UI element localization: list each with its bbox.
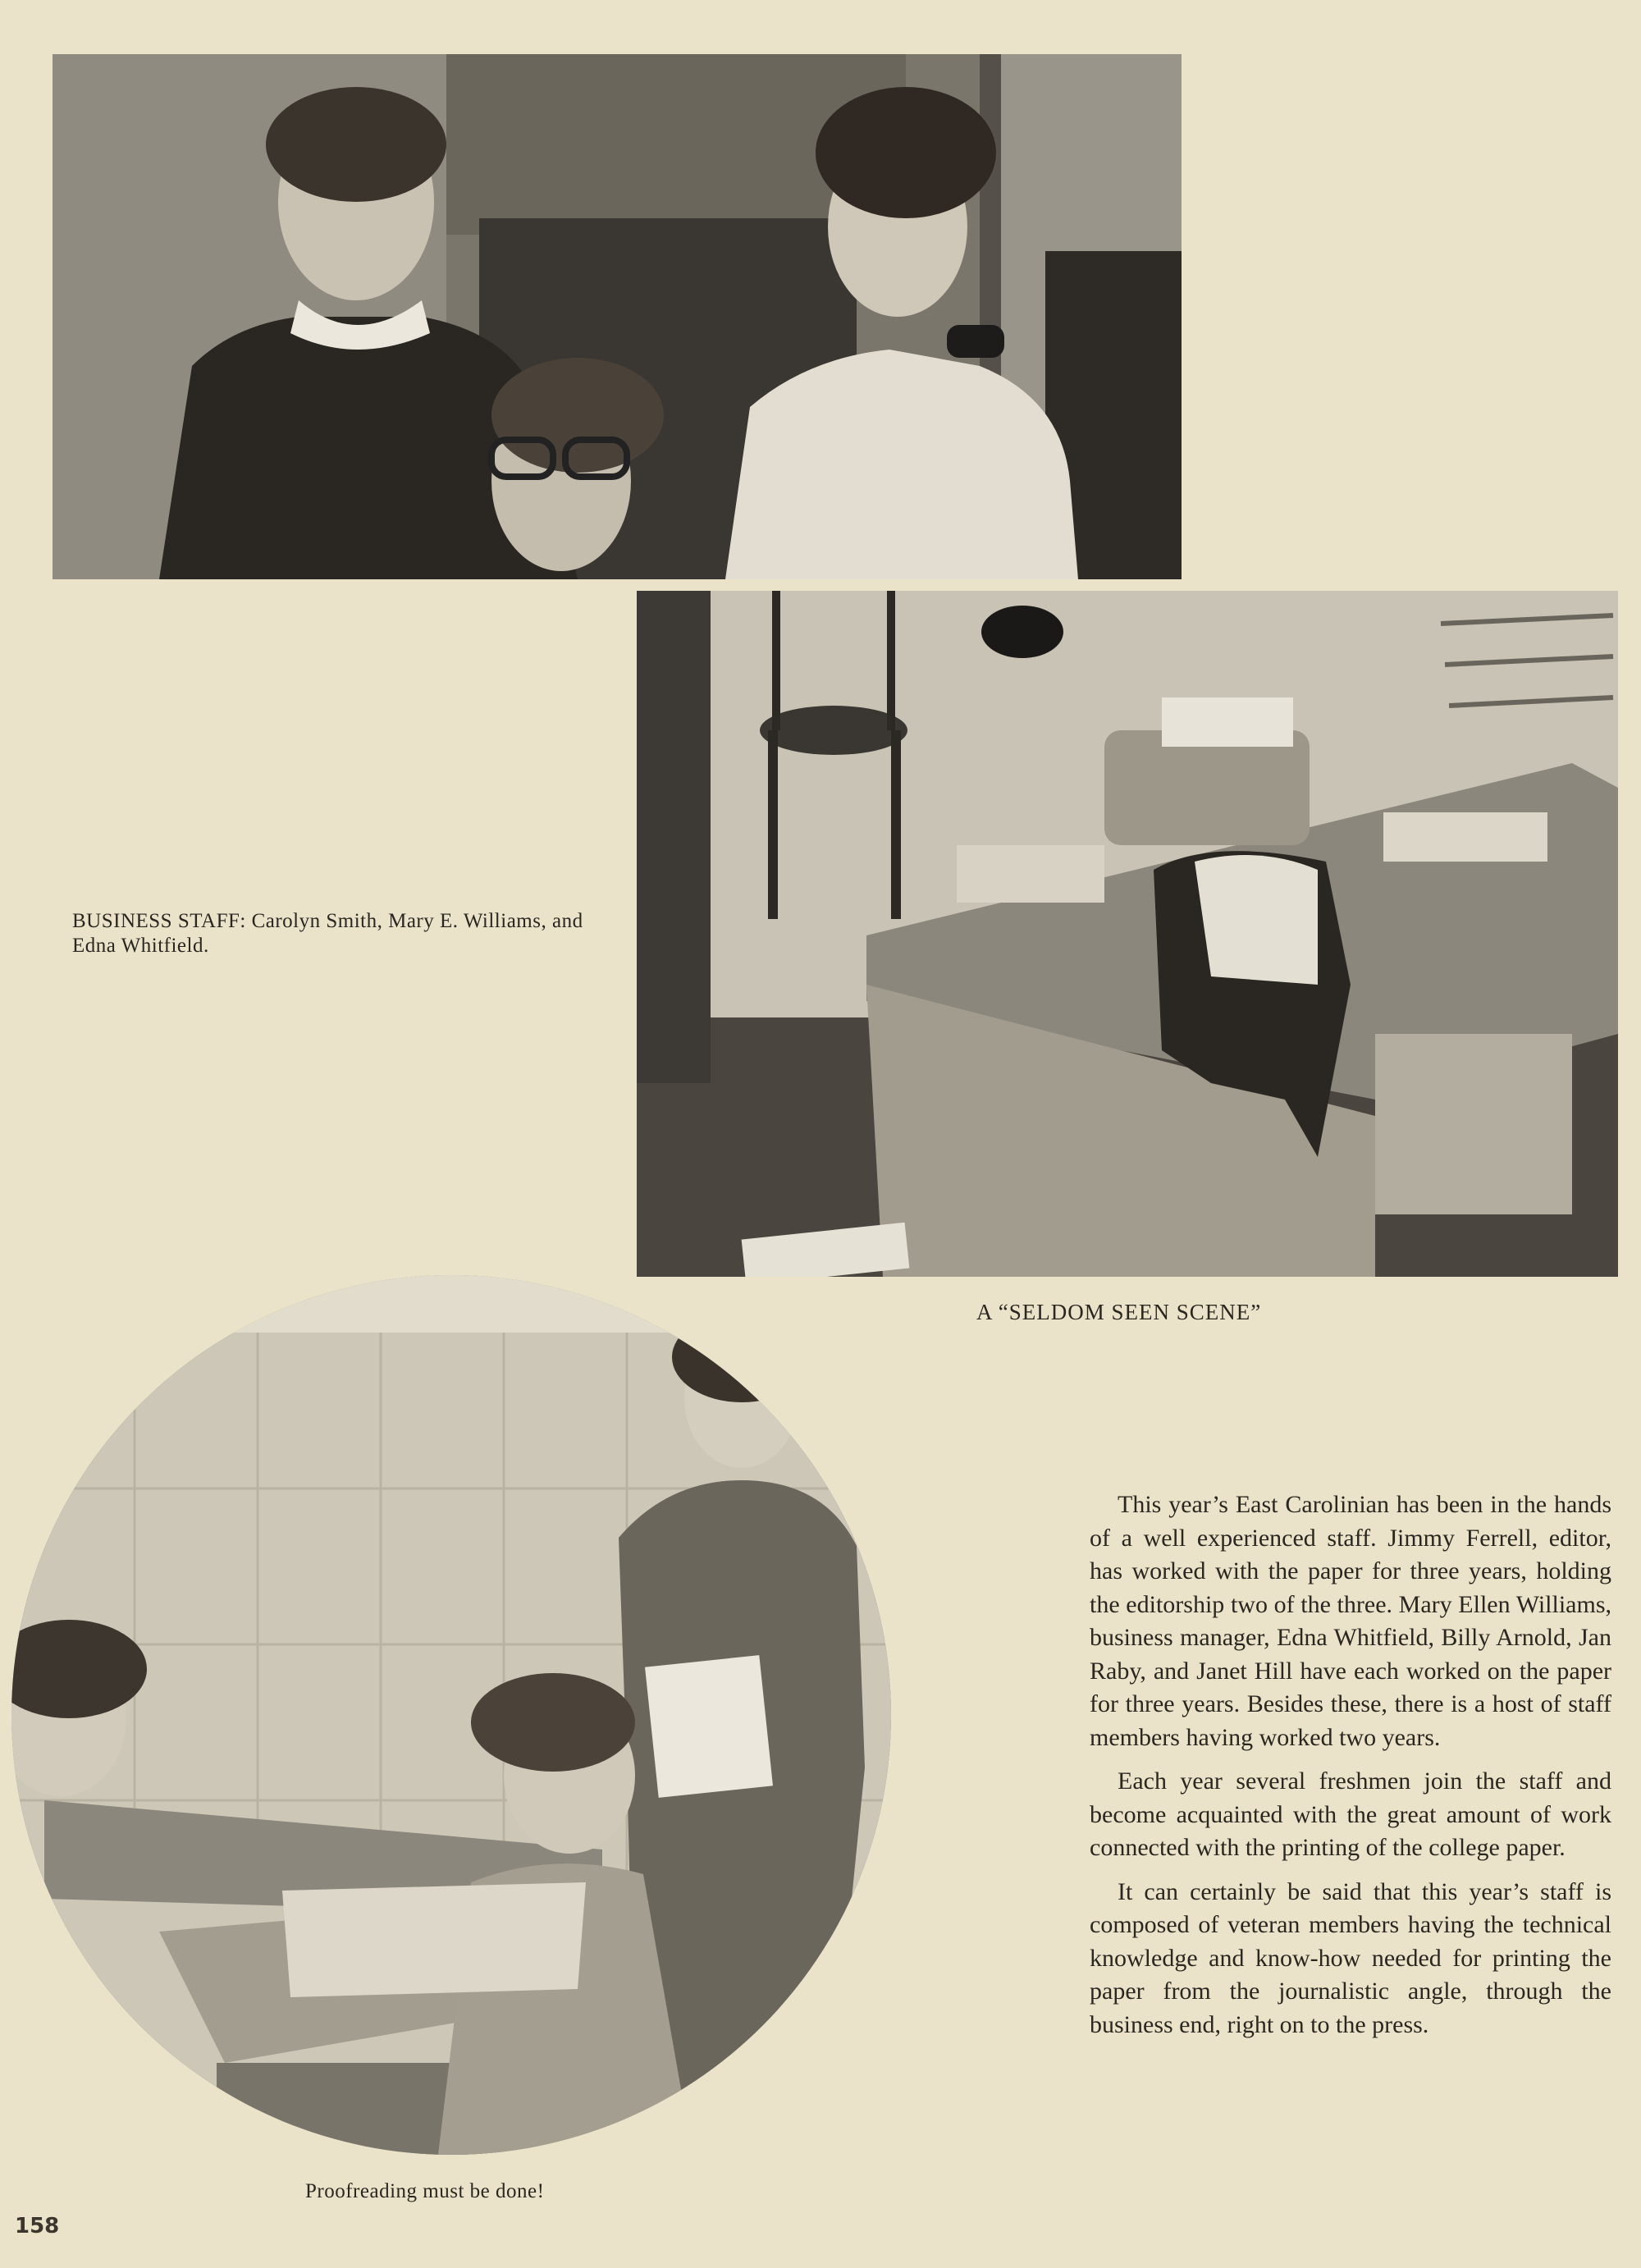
proofreading-photo [11, 1275, 891, 2155]
business-staff-photo [53, 54, 1182, 579]
proofreading-caption: Proofreading must be done! [305, 2180, 545, 2202]
article-body [1090, 1488, 1611, 2052]
office-caption: A “SELDOM SEEN SCENE” [976, 1300, 1262, 1324]
article-paragraph: It can certainly be said that this year’s staff is composed of veteran members having the technical knowledge and know-how needed for printing the paper from the journalistic angle, through the business end, right on to the press. [1090, 1877, 1611, 2038]
proofreading-image [11, 1275, 891, 2155]
page-number: 158 [15, 2214, 60, 2238]
business-staff-image [53, 54, 1182, 579]
article-paragraph: This year’s East Carolinian has been in the hands of a well experienced staff. Jimmy Ferrell, editor, has worked with the paper for three years, holding the editorship two of the three. Mary Ellen Williams, business manager, Edna Whitfield, Billy Arnold, Jan Raby, and Janet Hill have each worked on the paper for three years. Besides these, there is a host of staff members having worked two years. [1090, 1491, 1611, 1751]
office-photo [633, 588, 1621, 1280]
business-staff-caption: BUSINESS STAFF: Carolyn Smith, Mary E. Williams, and Edna Whitfield. [72, 910, 583, 957]
article-paragraph: Each year several freshmen join the staff and become acquainted with the great amount of work connected with the printing of the college paper. [1090, 1767, 1611, 1861]
office-image [637, 591, 1618, 1277]
